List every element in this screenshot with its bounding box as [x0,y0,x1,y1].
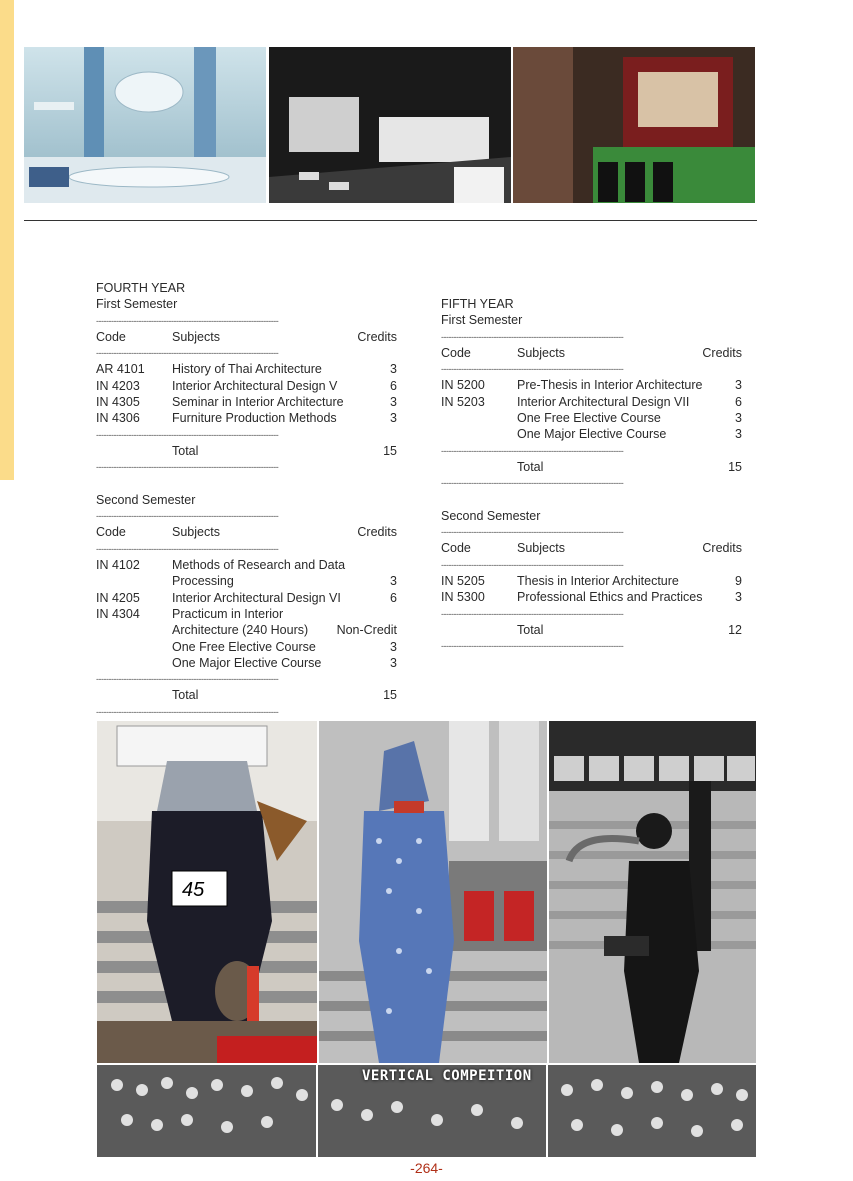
course-credits: 3 [390,655,397,670]
total-row [441,459,742,475]
divider-line [24,220,757,221]
course-credits: 3 [390,411,397,426]
code-header: Code [441,345,471,360]
course-subject: History of Thai Architecture [172,362,322,377]
table-header-row [441,540,742,556]
table-row [96,590,397,606]
table-row [96,639,397,655]
table-row [441,589,742,605]
course-subject: One Free Elective Course [517,411,661,426]
total-row [441,622,742,638]
costume-number-tag: 45 [182,879,205,901]
year-heading: FOURTH YEAR [96,281,186,295]
course-subject: Interior Architectural Design V [172,378,338,393]
course-credits: 6 [735,394,742,409]
course-subject: Interior Architectural Design VI [172,590,341,605]
table-header-row [96,329,397,345]
code-header: Code [441,541,471,556]
photo-costume-fish [319,721,547,1063]
course-subject: Architecture (240 Hours) [172,623,309,638]
dashed-rule: ------------------------------------------------------------------------- [441,331,624,342]
code-header: Code [96,329,126,344]
course-credits: 3 [735,427,742,442]
course-credits: 3 [735,590,742,605]
total-row [96,443,397,459]
fourth-year-block [96,280,397,720]
course-code: IN 4306 [96,411,140,426]
course-code: IN 5203 [441,394,485,409]
dashed-rule: ------------------------------------------------------------------------- [441,608,624,619]
table-row [96,410,397,426]
course-credits: 3 [390,362,397,377]
course-code: AR 4101 [96,362,145,377]
dashed-rule: ------------------------------------------------------------------------- [96,511,279,522]
photo-costume-goggles [549,721,756,1063]
total-label: Total [172,688,199,703]
dashed-rule: ------------------------------------------------------------------------- [96,674,279,685]
dashed-rule: ------------------------------------------------------------------------- [441,527,624,538]
course-credits: 6 [390,590,397,605]
total-label: Total [517,622,544,637]
course-subject: Pre-Thesis in Interior Architecture [517,378,703,393]
table-row [96,655,397,671]
course-code: IN 4305 [96,395,140,410]
course-credits: 3 [390,639,397,654]
subjects-header: Subjects [517,345,565,360]
course-credits: 3 [735,411,742,426]
table-row [96,378,397,394]
code-header: Code [96,525,126,540]
photo-red-showroom [513,47,755,203]
course-subject: Processing [172,574,234,589]
table-header-row [441,345,742,361]
course-credits: Non-Credit [336,623,397,638]
subjects-header: Subjects [172,525,220,540]
table-row [441,377,742,393]
course-credits: 6 [390,378,397,393]
dashed-rule: ------------------------------------------------------------------------- [441,445,624,456]
course-code: IN 5300 [441,590,485,605]
course-code: IN 4102 [96,558,140,573]
side-accent-strip [0,0,14,480]
course-subject: One Major Elective Course [172,655,322,670]
dashed-rule: ------------------------------------------------------------------------- [96,543,279,554]
table-row [441,426,742,442]
table-header-row [96,524,397,540]
dashed-rule: ------------------------------------------------------------------------- [441,364,624,375]
credits-header: Credits [357,329,397,344]
total-label: Total [517,459,544,474]
course-subject: Thesis in Interior Architecture [517,574,679,589]
course-subject: One Major Elective Course [517,427,667,442]
semester-heading: First Semester [96,297,178,312]
dashed-rule: ------------------------------------------------------------------------- [441,478,624,489]
total-row [96,687,397,703]
course-credits: 3 [735,378,742,393]
course-code: IN 4205 [96,590,140,605]
course-code: IN 5205 [441,574,485,589]
table-row [96,361,397,377]
dashed-rule: ------------------------------------------------------------------------- [96,429,279,440]
course-subject: Practicum in Interior [172,606,284,621]
photo-banner-text: VERTICAL COMPEITION [362,1068,532,1084]
table-row [96,622,397,638]
subjects-header: Subjects [172,329,220,344]
credits-header: Credits [357,525,397,540]
dashed-rule: ------------------------------------------------------------------------- [96,462,279,473]
photo-costume-robot [97,721,317,1063]
subjects-header: Subjects [517,541,565,556]
total-credits: 15 [383,688,397,703]
table-row [96,573,397,589]
dashed-rule: ------------------------------------------------------------------------- [441,641,624,652]
fifth-year-block [441,296,742,655]
course-subject: Furniture Production Methods [172,411,337,426]
table-row [441,394,742,410]
semester-heading: Second Semester [441,508,541,523]
course-credits: 3 [390,395,397,410]
dashed-rule: ------------------------------------------------------------------------- [441,559,624,570]
table-row [96,394,397,410]
total-label: Total [172,443,199,458]
photo-dark-exhibition [269,47,511,203]
dashed-rule: ------------------------------------------------------------------------- [96,706,279,717]
dashed-rule: ------------------------------------------------------------------------- [96,348,279,359]
dashed-rule: ------------------------------------------------------------------------- [96,315,279,326]
table-row [441,573,742,589]
course-subject: Seminar in Interior Architecture [172,395,344,410]
course-subject: One Free Elective Course [172,639,316,654]
credits-header: Credits [702,541,742,556]
course-code: IN 4203 [96,378,140,393]
course-subject: Methods of Research and Data [172,558,346,573]
year-heading: FIFTH YEAR [441,297,514,311]
total-credits: 15 [728,459,742,474]
photo-interior-bar [24,47,266,203]
course-subject: Interior Architectural Design VII [517,394,690,409]
semester-heading: First Semester [441,313,523,328]
page-number: -264- [410,1160,443,1176]
course-credits: 9 [735,574,742,589]
table-row [441,410,742,426]
table-row [96,557,397,573]
course-subject: Professional Ethics and Practices [517,590,703,605]
course-code: IN 4304 [96,606,140,621]
table-row [96,606,397,622]
semester-heading: Second Semester [96,492,196,507]
total-credits: 12 [728,622,742,637]
total-credits: 15 [383,443,397,458]
credits-header: Credits [702,345,742,360]
course-code: IN 5200 [441,378,485,393]
course-credits: 3 [390,574,397,589]
